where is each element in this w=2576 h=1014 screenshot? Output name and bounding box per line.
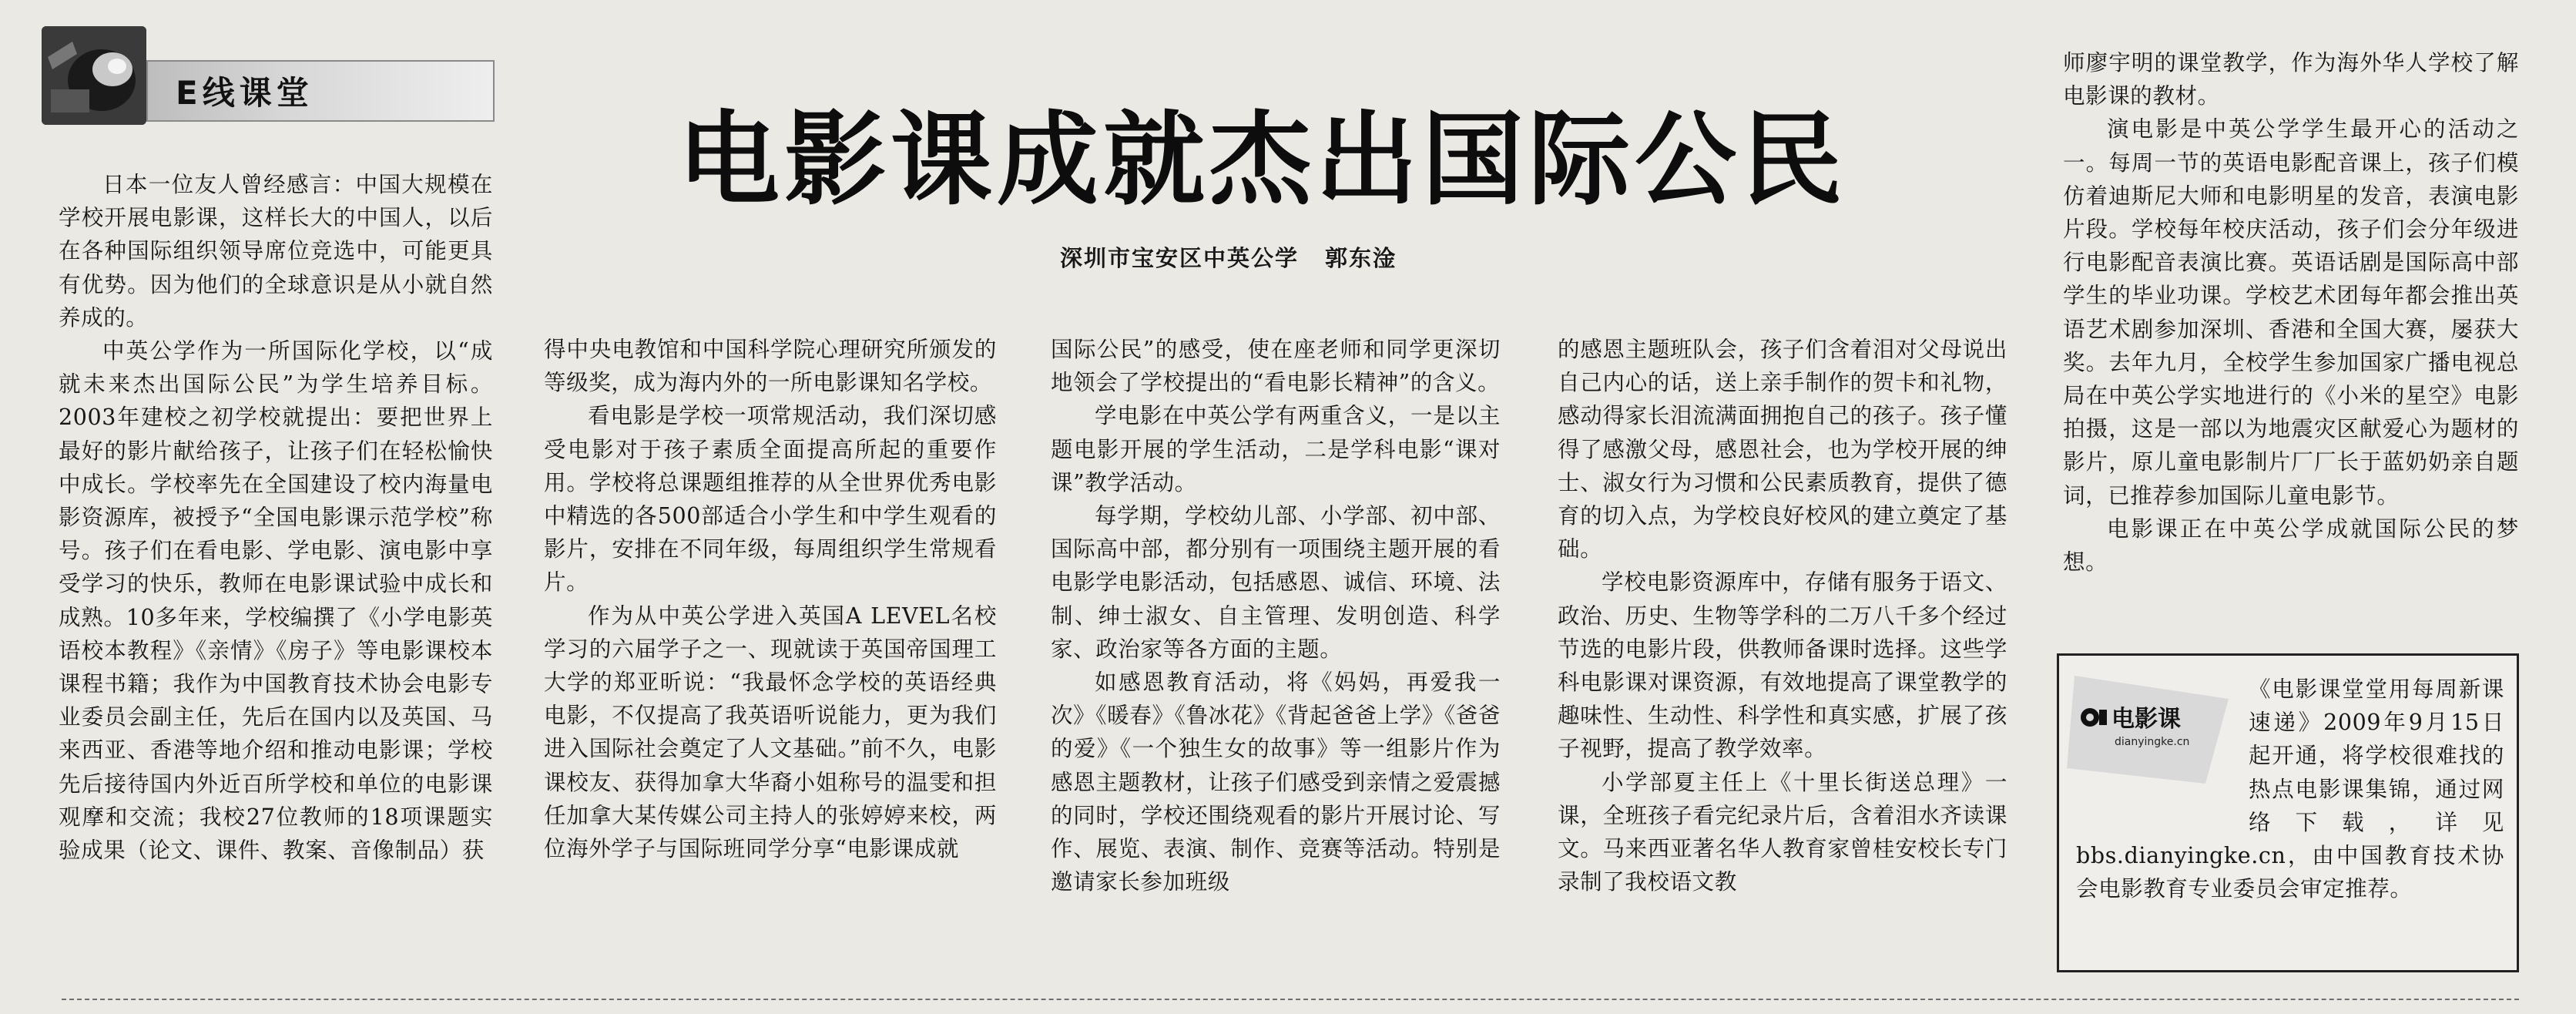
promo-body: 《电影课堂堂用每周新课速递》2009年9月15日起开通，将学校很难找的热点电影课集锦，通过网络下载，详见 bbs.dianyingke.cn，由中国教育技术协会电影教育专业委员会审定推荐。 — [2076, 677, 2504, 902]
byline-author: 郭东淦 — [1325, 245, 1397, 271]
paragraph: 如感恩教育活动，将《妈妈，再爱我一次》《暖春》《鲁冰花》《背起爸爸上学》《爸爸的爱》《一个独生女的故事》等一组影片作为感恩主题教材，让孩子们感受到亲情之爱震撼的同时，学校还围绕观看的影片开展讨论、写作、展览、表演、制作、竞赛等活动。特别是邀请家长参加班级 — [1051, 670, 1501, 895]
text-column-5 — [2063, 46, 2519, 647]
section-tag-label: E线课堂 — [146, 60, 495, 122]
paragraph: 看电影是学校一项常规活动，我们深切感受电影对于孩子素质全面提高所起的重要作用。学校将总课题组推荐的从全世界优秀电影中精选的各500部适合小学生和中学生观看的影片，安排在不同年级，每周组织学生常规看片。 — [544, 403, 997, 596]
text-column-1 — [59, 168, 493, 985]
paragraph: 电影课正在中英公学成就国际公民的梦想。 — [2063, 515, 2519, 576]
paragraph: 得中央电教馆和中国科学院心理研究所颁发的等级奖，成为海内外的一所电影课知名学校。 — [544, 337, 997, 396]
logo-url: dianyingke.cn — [2115, 736, 2190, 748]
article-headline: 电影课成就杰出国际公民 — [678, 100, 1847, 220]
promo-text — [2076, 673, 2504, 905]
paragraph: 作为从中英公学进入英国A LEVEL名校学习的六届学子之一、现就读于英国帝国理工大学的郑亚昕说：“我最怀念学校的英语经典电影，不仅提高了我英语听说能力，更为我们进入国际社会奠定了人文基础。”前不久，电影课校友、获得加拿大华裔小姐称号的温雯和担任加拿大某传媒公司主持人的张婷婷来校，两位海外学子与国际班同学分享“电影课成就 — [544, 603, 997, 862]
bottom-divider — [62, 999, 2519, 1000]
text-column-4 — [1558, 333, 2007, 985]
paragraph: 学校电影资源库中，存储有服务于语文、政治、历史、生物等学科的二万八千多个经过节选的电影片段，供教师备课时选择。这些学科电影课对课资源，有效地提高了课堂教学的趣味性、生动性、科学性和真实感，扩展了孩子视野，提高了教学效率。 — [1558, 569, 2007, 762]
byline-school: 深圳市宝安区中英公学 — [1060, 245, 1300, 271]
paragraph: 日本一位友人曾经感言：中国大规模在学校开展电影课，这样长大的中国人，以后在各种国际组织领导席位竞选中，可能更具有优势。因为他们的全球意识是从小就自然养成的。 — [59, 172, 493, 331]
promo-box — [2057, 653, 2519, 972]
paragraph: 师廖宇明的课堂教学，作为海外华人学校了解电影课的教材。 — [2063, 50, 2519, 109]
paragraph: 国际公民”的感受，使在座老师和同学更深切地领会了学校提出的“看电影长精神”的含义。 — [1051, 337, 1501, 396]
logo-text: 电影课 — [2111, 706, 2181, 733]
paragraph: 每学期，学校幼儿部、小学部、初中部、国际高中部，都分别有一项围绕主题开展的看电影学电影活动，包括感恩、诚信、环境、法制、绅士淑女、自主管理、发明创造、科学家、政治家等各方面的主题。 — [1051, 503, 1501, 662]
paragraph: 中英公学作为一所国际化学校，以“成就未来杰出国际公民”为学生培养目标。2003年建校之初学校就提出：要把世界上最好的影片献给孩子，让孩子们在轻松愉快中成长。学校率先在全国建设了校内海量电影资源库，被授予“全国电影课示范学校”称号。孩子们在看电影、学电影、演电影中享受学习的快乐，教师在电影课试验中成长和成熟。10多年来，学校编撰了《小学电影英语校本教程》《亲情》《房子》等电影课校本课程书籍；我作为中国教育技术协会电影专业委员会副主任，先后在国内以及英国、马来西亚、香港等地介绍和推动电影课；学校先后接待国内外近百所学校和单位的电影课观摩和交流；我校27位教师的18项课题实验成果（论文、课件、教案、音像制品）获 — [59, 338, 493, 864]
text-column-3 — [1051, 333, 1501, 985]
paragraph: 学电影在中英公学有两重含义，一是以主题电影开展的学生活动，二是学科电影“课对课”教学活动。 — [1051, 403, 1501, 495]
paragraph: 的感恩主题班队会，孩子们含着泪对父母说出自己内心的话，送上亲手制作的贺卡和礼物，感动得家长泪流满面拥抱自己的孩子。孩子懂得了感激父母，感恩社会，也为学校开展的绅士、淑女行为习惯和公民素质教育，提供了德育的切入点，为学校良好校风的建立奠定了基础。 — [1558, 337, 2007, 562]
byline — [1060, 240, 1538, 276]
film-camera-icon — [42, 26, 146, 125]
paragraph: 演电影是中英公学学生最开心的活动之一。每周一节的英语电影配音课上，孩子们模仿着迪斯尼大师和电影明星的发音，表演电影片段。学校每年校庆活动，孩子们会分年级进行电影配音表演比赛。英语话剧是国际高中部学生的毕业功课。学校艺术团每年都会推出英语艺术剧参加深圳、香港和全国大赛，屡获大奖。去年九月，全校学生参加国家广播电视总局在中英公学实地进行的《小米的星空》电影拍摄，这是一部以为地震灾区献爱心为题材的影片，原儿童电影制片厂厂长于蓝奶奶亲自题词，已推荐参加国际儿童电影节。 — [2063, 116, 2519, 509]
text-column-2 — [544, 333, 997, 985]
paragraph: 小学部夏主任上《十里长街送总理》一课，全班孩子看完纪录片后，含着泪水齐读课文。马来西亚著名华人教育家曾桂安校长专门录制了我校语文教 — [1558, 769, 2007, 895]
